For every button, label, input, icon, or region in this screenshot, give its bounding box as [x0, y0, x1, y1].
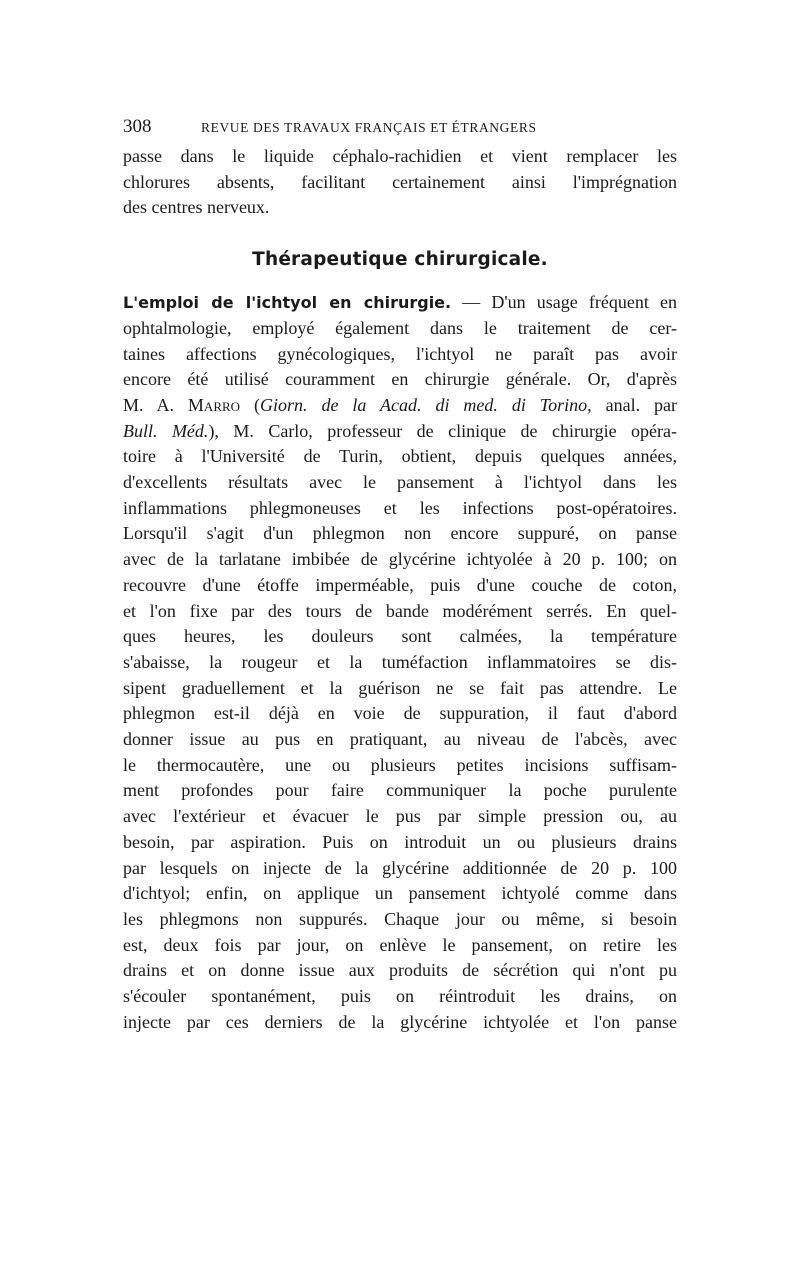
text-line: s'abaisse, la rougeur et la tuméfaction inflammatoires se dis-: [123, 651, 677, 672]
text-fragment: — D'un usage fréquent en: [451, 292, 678, 313]
text-line: ques heures, les douleurs sont calmées, la température: [123, 626, 677, 647]
text-line: injecte par ces derniers de la glycérine ichtyolée et l'on panse: [123, 1011, 677, 1032]
article-paragraph: [123, 290, 677, 1035]
text-line: d'excellents résultats avec le pansement à l'ichtyol dans les: [123, 472, 677, 493]
text-line: s'écouler spontanément, puis on réintroduit les drains, on: [123, 986, 677, 1007]
text-line: [123, 290, 677, 316]
text-line: chlorures absents, facilitant certainement ainsi l'imprégnation: [123, 171, 677, 192]
text-line: drains et on donne issue aux produits de sécrétion qui n'ont pu: [123, 960, 677, 981]
text-line: taines affections gynécologiques, l'ichtyol ne paraît pas avoir: [123, 343, 677, 364]
page-header: [123, 116, 677, 144]
text-line: [123, 393, 677, 419]
text-fragment: M. A.: [123, 394, 188, 415]
section-heading: Thérapeutique chirurgicale.: [252, 249, 548, 271]
text-line: ment profondes pour faire communiquer la poche purulente: [123, 780, 677, 801]
text-line: sipent graduellement et la guérison ne se fait pas attendre. Le: [123, 677, 677, 698]
text-line: encore été utilisé couramment en chirurgie générale. Or, d'après: [123, 369, 677, 390]
text-line: recouvre d'une étoffe imperméable, puis d'une couche de coton,: [123, 574, 677, 595]
text-line: par lesquels on injecte de la glycérine additionnée de 20 p. 100: [123, 857, 677, 878]
text-line: besoin, par aspiration. Puis on introduit un ou plusieurs drains: [123, 831, 677, 852]
text-line: donner issue au pus en pratiquant, au niveau de l'abcès, avec: [123, 729, 677, 750]
text-line: [123, 419, 677, 445]
page: [123, 116, 677, 1036]
text-line: Lorsqu'il s'agit d'un phlegmon non encore suppuré, on panse: [123, 523, 677, 544]
intro-paragraph: [123, 144, 677, 221]
text-line: toire à l'Université de Turin, obtient, depuis quelques années,: [123, 446, 677, 467]
page-number: 308: [123, 116, 152, 137]
journal-citation: Bull. Méd.: [123, 420, 209, 441]
text-fragment: anal. par: [591, 394, 678, 415]
text-line: le thermocautère, une ou plusieurs petites incisions suffisam-: [123, 754, 677, 775]
text-line: est, deux fois par jour, on enlève le pansement, on retire les: [123, 934, 677, 955]
article-title: L'emploi de l'ichtyol en chirurgie.: [123, 293, 452, 313]
journal-citation: Giorn. de la Acad. di med. di Torino,: [260, 394, 592, 415]
text-line: inflammations phlegmoneuses et les infections post-opératoires.: [123, 497, 677, 518]
text-line: passe dans le liquide céphalo-rachidien et vient remplacer les: [123, 146, 677, 166]
text-line: et l'on fixe par des tours de bande modérément serrés. En quel-: [123, 600, 677, 621]
text-line: avec de la tarlatane imbibée de glycérine ichtyolée à 20 p. 100; on: [123, 549, 677, 570]
running-title: REVUE DES TRAVAUX FRANÇAIS ET ÉTRANGERS: [201, 120, 537, 135]
text-line: des centres nerveux.: [123, 197, 270, 218]
text-line: avec l'extérieur et évacuer le pus par simple pression ou, au: [123, 806, 677, 827]
text-line: phlegmon est-il déjà en voie de suppuration, il faut d'abord: [123, 703, 677, 724]
author-name: Marro: [187, 394, 241, 415]
text-line: ophtalmologie, employé également dans le traitement de cer-: [123, 317, 677, 338]
text-line: les phlegmons non suppurés. Chaque jour ou même, si besoin: [123, 908, 677, 929]
text-line: d'ichtyol; enfin, on applique un pansement ichtyolé comme dans: [123, 883, 677, 904]
text-fragment: ), M. Carlo, professeur de clinique de chirurgie opéra-: [208, 420, 678, 441]
text-fragment: (: [240, 394, 260, 415]
